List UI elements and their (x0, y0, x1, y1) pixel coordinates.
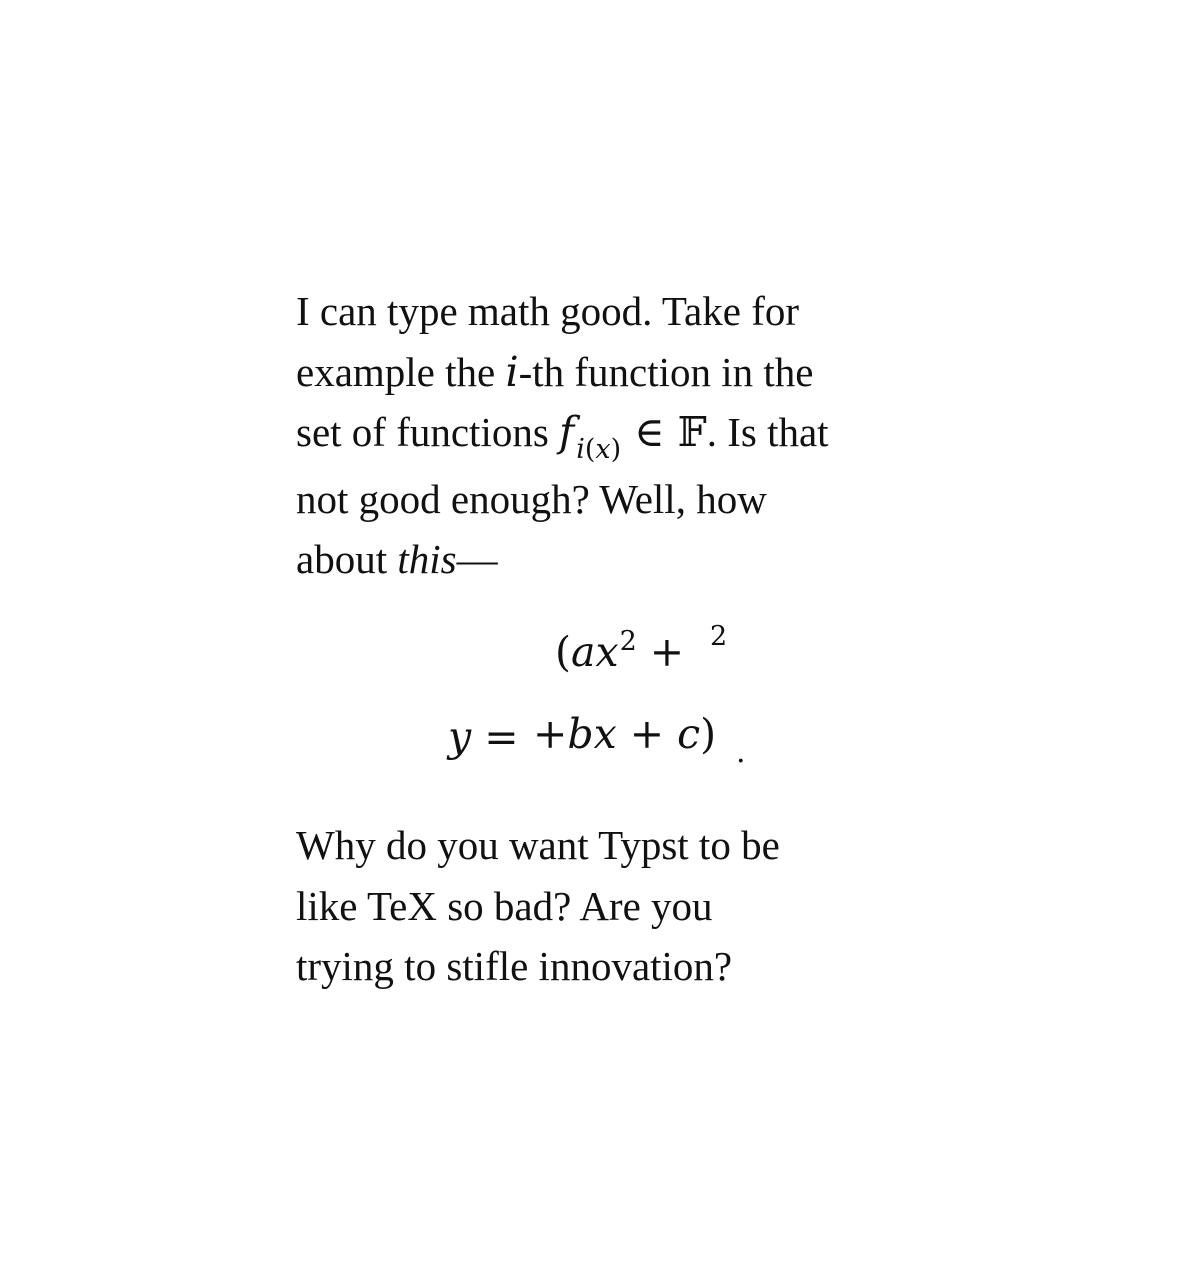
closing-paragraph (296, 815, 936, 997)
equation-lhs (448, 713, 519, 761)
text-line (296, 529, 936, 590)
text-line: not good enough? Well, how (296, 475, 767, 522)
math-superscript: 2 (619, 626, 637, 657)
math-plus: + (616, 710, 678, 758)
math-plus: + (636, 628, 685, 676)
intro-paragraph (296, 281, 936, 590)
text-fragment: example the (296, 348, 506, 395)
math-variable-x: x (595, 628, 619, 676)
math-variable-x: x (593, 710, 617, 758)
math-paren-open: ( (584, 434, 596, 465)
math-plus: + (533, 710, 568, 758)
math-outer-superscript: 2 (710, 621, 728, 652)
text-line (296, 342, 936, 403)
math-variable-y: y (448, 713, 472, 761)
math-variable-i: i (505, 347, 519, 396)
math-variable-a: a (571, 628, 596, 676)
math-subscript-i: i (576, 434, 585, 465)
math-subscript (576, 434, 621, 464)
math-paren-open: ( (555, 628, 571, 676)
text-line: like TeX so bad? Are you (296, 882, 713, 929)
equation-period: . (736, 735, 746, 770)
text-fragment: -th function in the (518, 348, 814, 395)
text-line: trying to stifle innovation? (296, 943, 733, 989)
equation-row-top (555, 626, 685, 676)
math-blackboard-f: 𝔽 (677, 408, 707, 456)
math-element-of: ∈ (621, 408, 678, 456)
text-fragment: set of functions (296, 409, 560, 455)
text-fragment: about (296, 536, 398, 582)
text-line: I can type math good. Take for (296, 288, 800, 334)
equation-row-bottom (533, 710, 717, 758)
em-dash: — (456, 536, 498, 582)
text-line (296, 402, 936, 469)
math-paren-close: ) (610, 434, 622, 465)
math-variable-c: c (677, 710, 701, 758)
math-paren-close: ) (700, 710, 717, 758)
emphasized-word: this (397, 536, 457, 582)
text-fragment: . Is that (706, 409, 829, 455)
math-subscript-x: x (595, 434, 611, 465)
text-line: Why do you want Typst to be (296, 822, 780, 868)
math-function-f: f (559, 408, 575, 456)
math-variable-b: b (567, 710, 594, 758)
math-equals: = (471, 713, 519, 761)
